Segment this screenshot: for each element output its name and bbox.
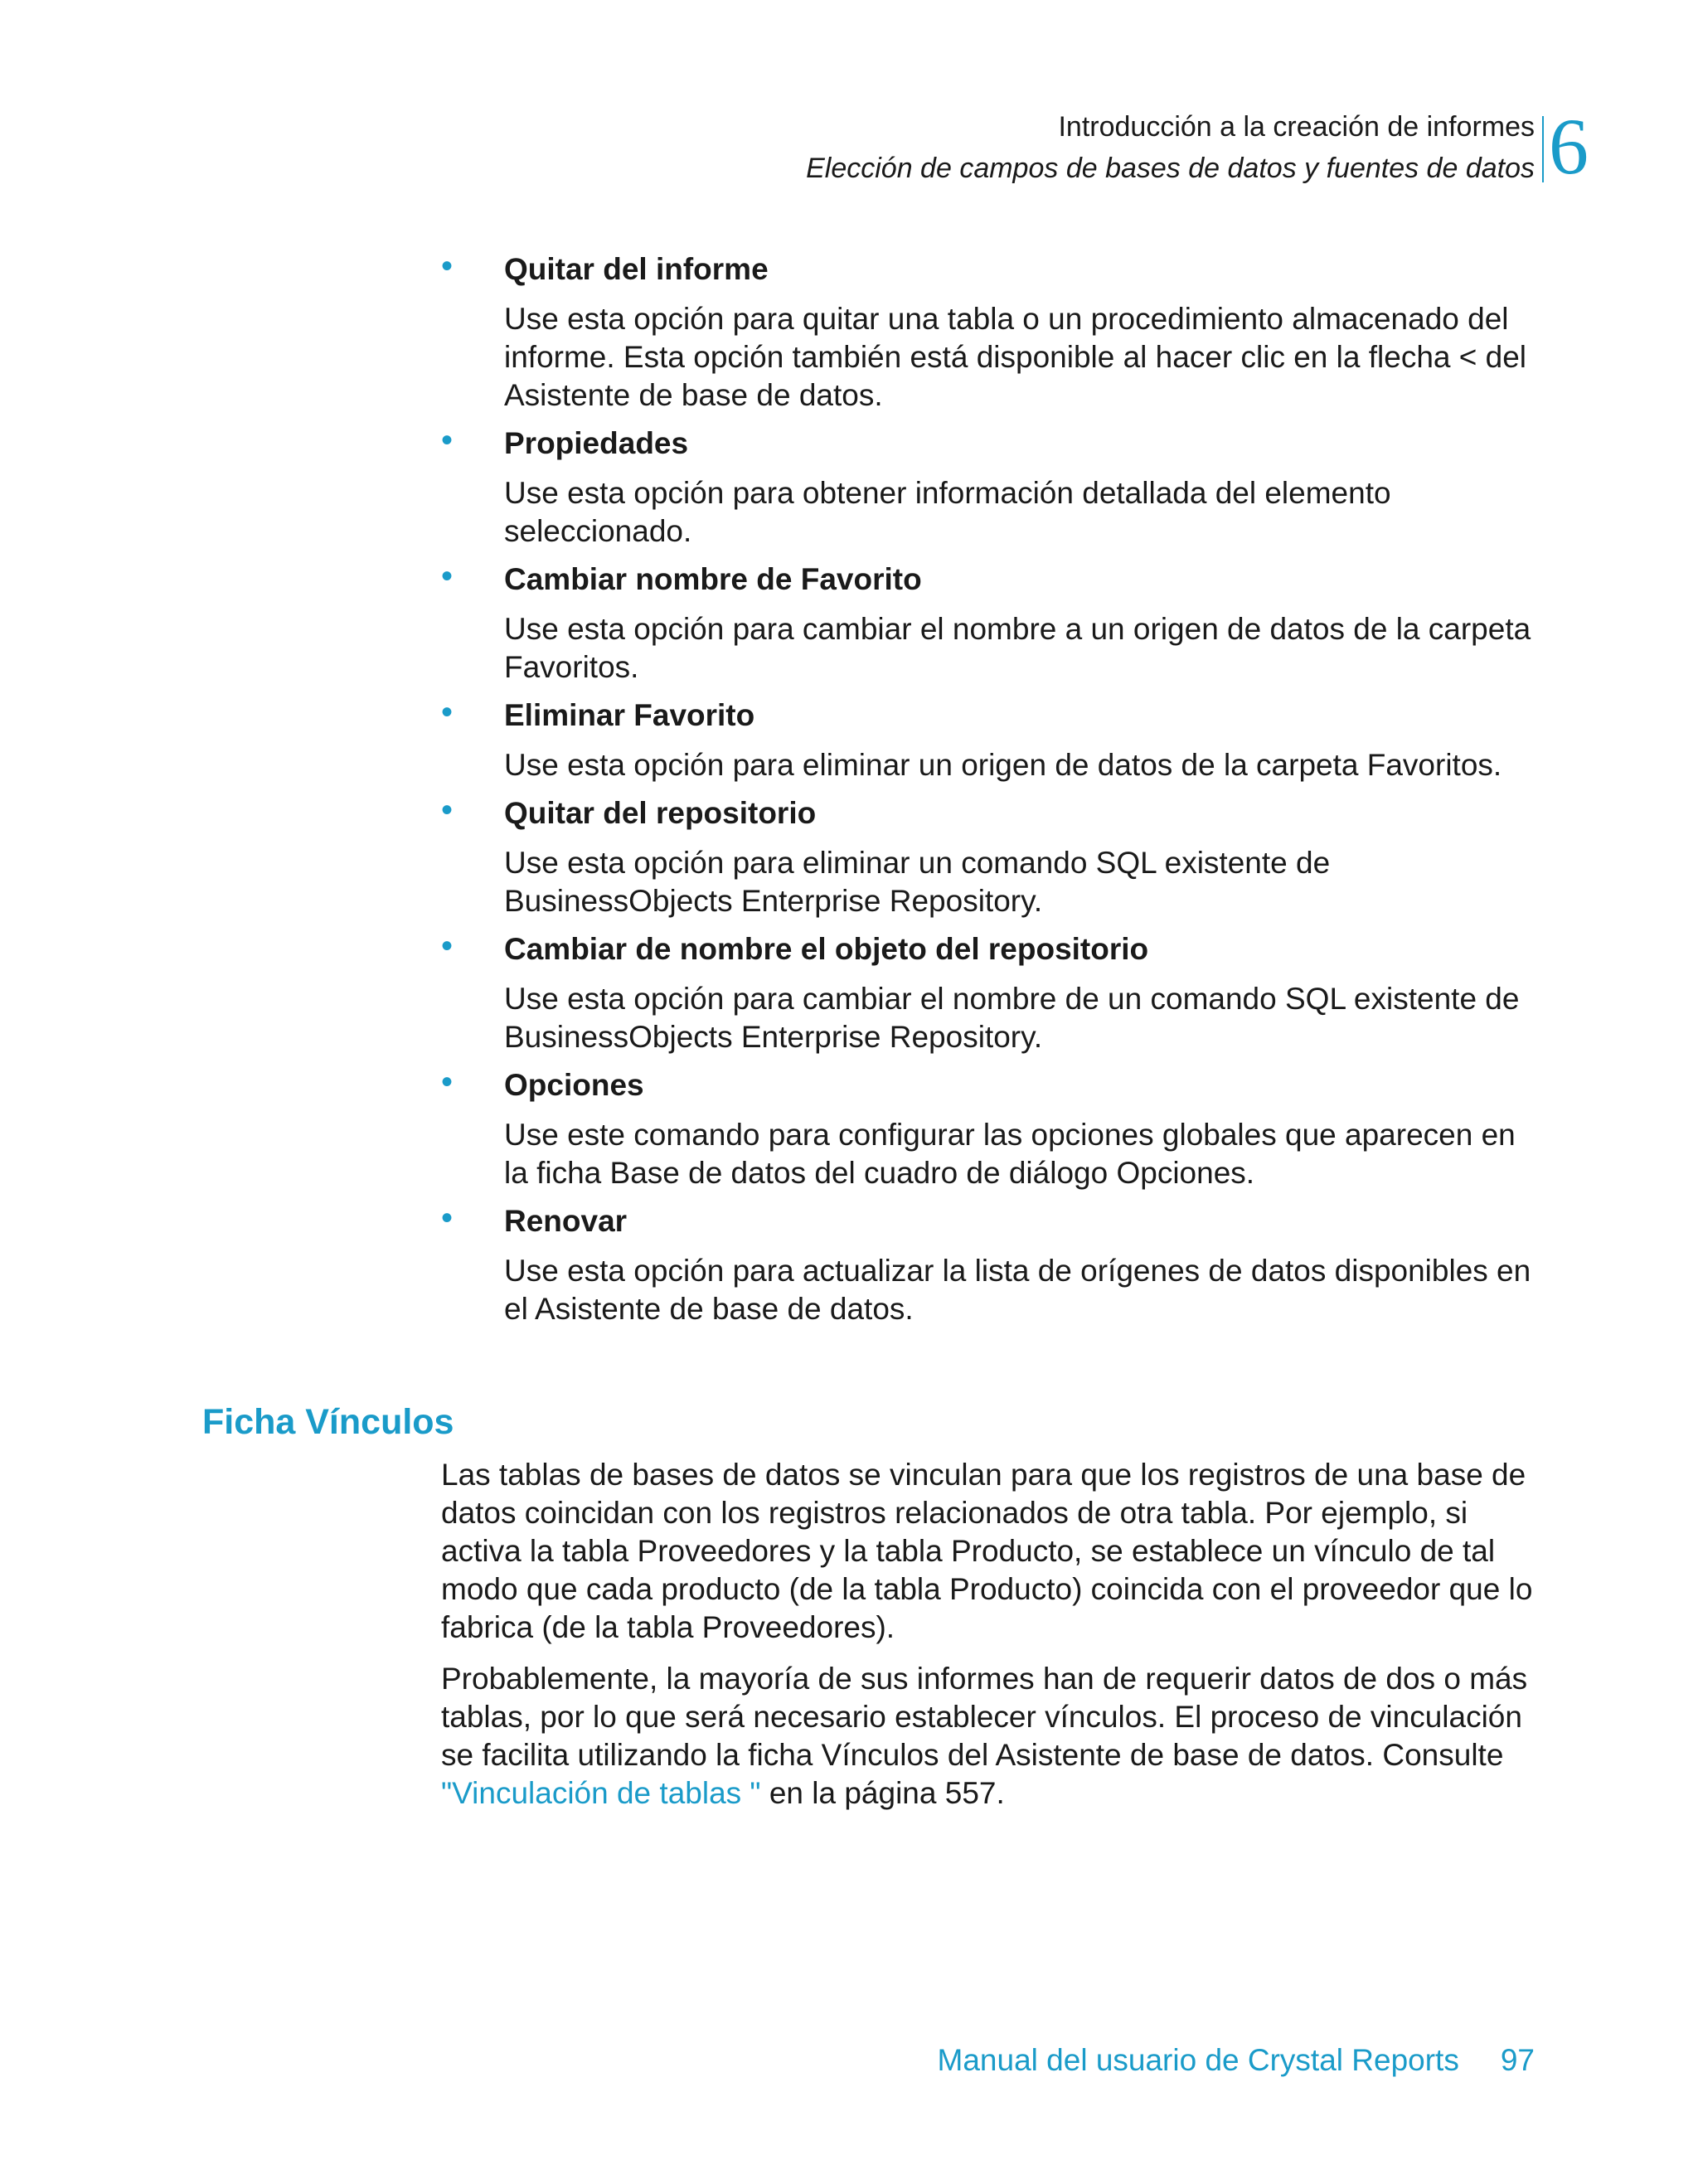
running-header: [806, 106, 1535, 189]
bullet-icon: •: [441, 422, 454, 459]
item-description: Use esta opción para eliminar un comando SQL existente de BusinessObjects Enterprise Repository.: [504, 846, 1331, 918]
list-item: [441, 793, 1544, 920]
paragraph: Las tablas de bases de datos se vinculan para que los registros de una base de datos coincidan con los registros relacionados de otra tabla. Por ejemplo, si activa la tabla Proveedores y la tabla Producto, se establece un vínculo de tal modo que cada producto (de la tabla Producto) coincida con el proveedor que lo fabrica (de la tabla Proveedores).: [441, 1458, 1533, 1644]
chapter-divider: [1542, 116, 1544, 182]
item-title: Propiedades: [504, 426, 689, 460]
page-number: 97: [1500, 2043, 1535, 2077]
list-item: [441, 249, 1544, 415]
list-item: [441, 559, 1544, 687]
item-description: Use esta opción para cambiar el nombre a un origen de datos de la carpeta Favoritos.: [504, 612, 1531, 684]
chapter-number: 6: [1549, 102, 1589, 191]
paragraph-text: Probablemente, la mayoría de sus informes han de requerir datos de dos o más tablas, por lo que será necesario establecer vínculos. El proceso de vinculación se facilita utilizando la ficha Vínculos del Asistente de base de datos. Consulte: [441, 1662, 1528, 1772]
paragraph: [441, 1660, 1535, 1813]
item-description: Use esta opción para obtener información detallada del elemento seleccionado.: [504, 476, 1391, 548]
item-description: Use esta opción para eliminar un origen de datos de la carpeta Favoritos.: [504, 748, 1502, 782]
list-item: [441, 1065, 1544, 1192]
list-item: [441, 1201, 1544, 1328]
item-title: Quitar del repositorio: [504, 796, 817, 830]
chapter-subtitle: Elección de campos de bases de datos y fuentes de datos: [806, 153, 1535, 184]
item-title: Cambiar de nombre el objeto del repositorio: [504, 932, 1149, 966]
item-title: Opciones: [504, 1068, 644, 1102]
list-item: [441, 423, 1544, 551]
running-footer: [938, 2040, 1535, 2081]
bullet-icon: •: [441, 694, 454, 730]
section-heading: Ficha Vínculos: [202, 1402, 454, 1442]
bullet-icon: •: [441, 792, 454, 828]
cross-reference-link[interactable]: "Vinculación de tablas ": [441, 1776, 761, 1810]
bullet-icon: •: [441, 1064, 454, 1100]
item-description: Use esta opción para quitar una tabla o un procedimiento almacenado del informe. Esta opción también está disponible al hacer clic en la flecha < del Asistente de base de datos.: [504, 302, 1527, 412]
list-item: [441, 695, 1544, 784]
bullet-icon: •: [441, 928, 454, 964]
item-description: Use esta opción para cambiar el nombre de un comando SQL existente de BusinessObjects Enterprise Repository.: [504, 982, 1520, 1054]
item-description: Use este comando para configurar las opciones globales que aparecen en la ficha Base de datos del cuadro de diálogo Opciones.: [504, 1118, 1516, 1190]
section-body: [441, 1456, 1535, 1826]
item-title: Eliminar Favorito: [504, 698, 755, 732]
bullet-icon: •: [441, 248, 454, 284]
manual-title: Manual del usuario de Crystal Reports: [937, 2043, 1459, 2077]
bullet-icon: •: [441, 558, 454, 595]
chapter-title: Introducción a la creación de informes: [1058, 111, 1535, 143]
list-item: [441, 929, 1544, 1056]
bullet-icon: •: [441, 1200, 454, 1236]
options-list: [441, 249, 1544, 1337]
item-description: Use esta opción para actualizar la lista de orígenes de datos disponibles en el Asistente de base de datos.: [504, 1254, 1531, 1326]
item-title: Renovar: [504, 1204, 628, 1238]
item-title: Quitar del informe: [504, 252, 769, 286]
item-title: Cambiar nombre de Favorito: [504, 562, 922, 596]
paragraph-text: en la página 557.: [760, 1776, 1005, 1810]
